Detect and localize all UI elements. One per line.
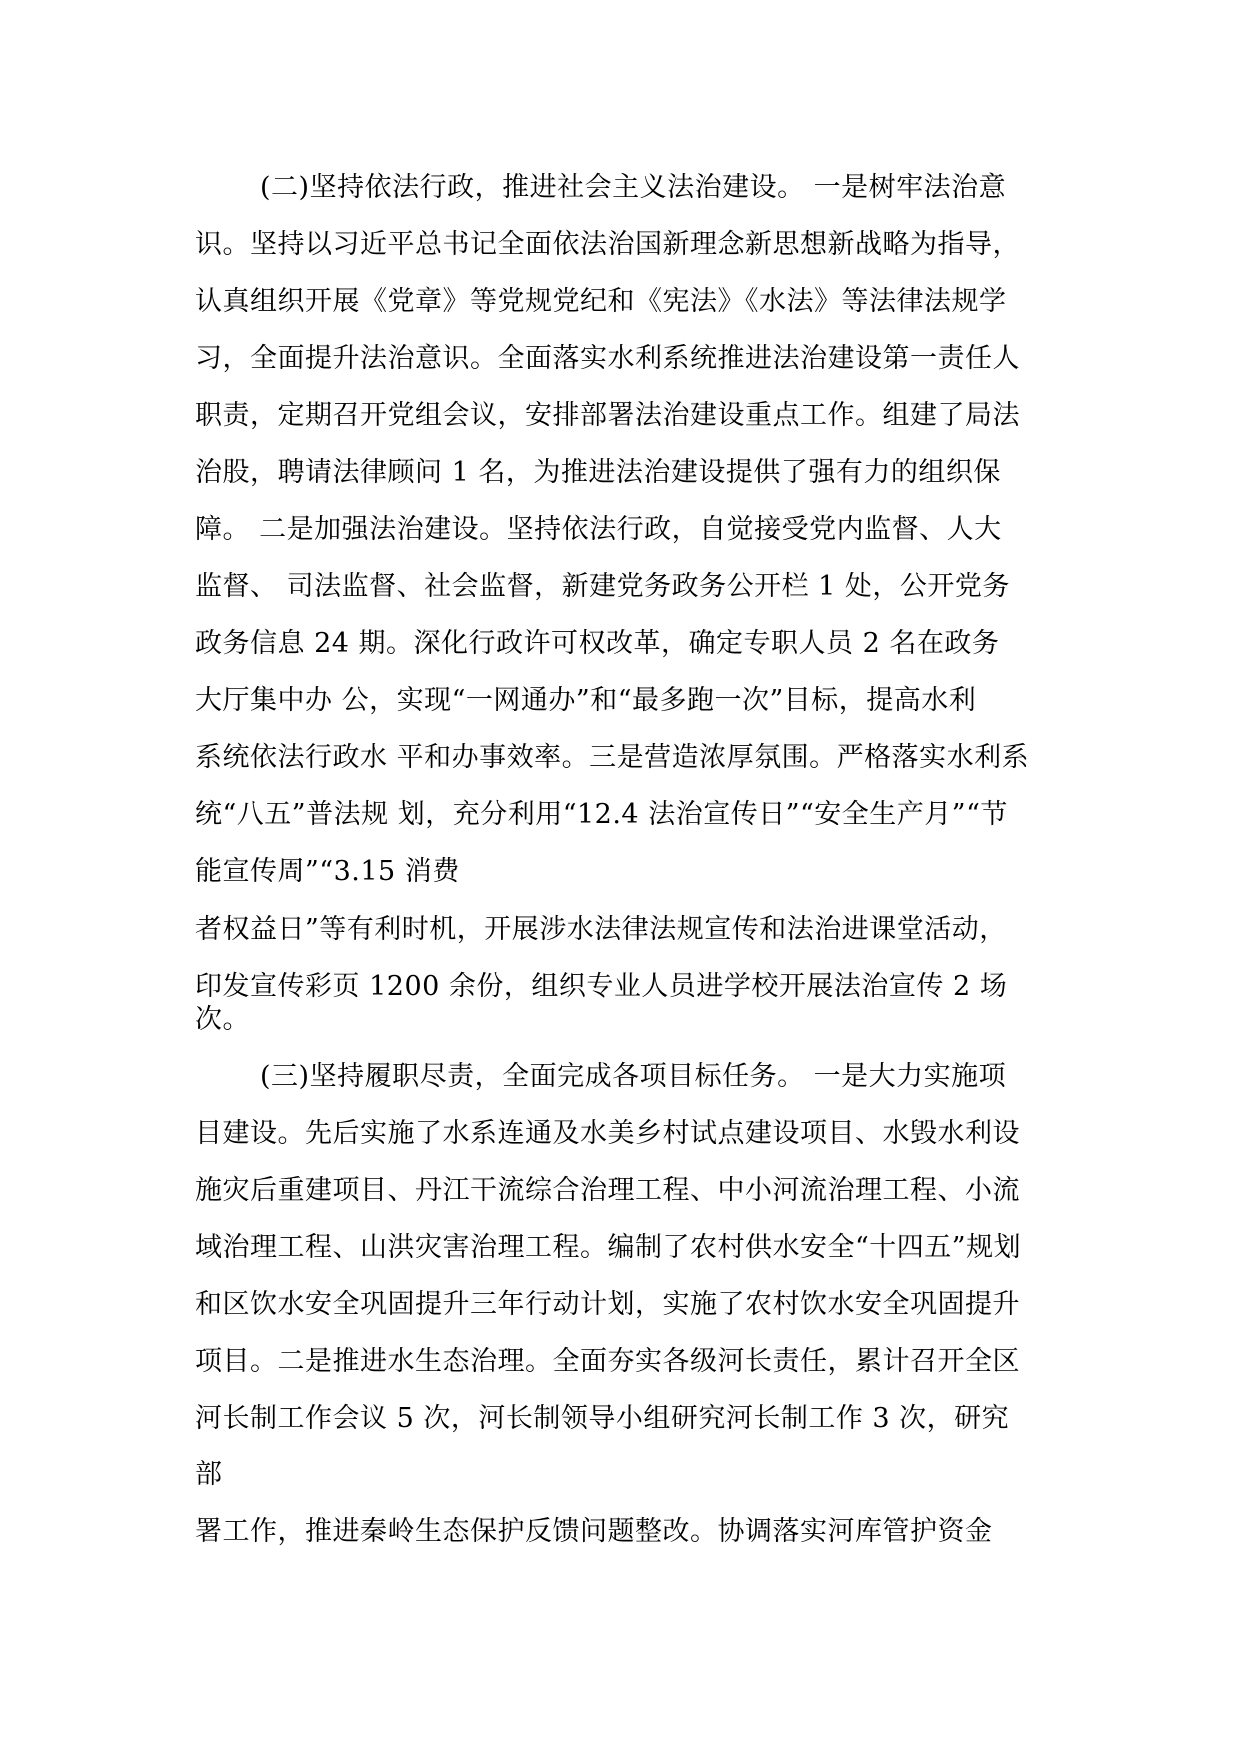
- paragraph-line: 河长制工作会议 5 次，河长制领导小组研究河长制工作 3 次，研究: [195, 1403, 1010, 1434]
- paragraph-line: 识。坚持以习近平总书记全面依法治国新理念新思想新战略为指导，: [195, 229, 1020, 260]
- paragraph-line: 能宣传周”“3.15 消费: [195, 856, 460, 887]
- paragraph-line: 部: [195, 1459, 223, 1490]
- paragraph-line: 印发宣传彩页 1200 余份，组织专业人员进学校开展法治宣传 2 场: [195, 971, 1008, 1002]
- paragraph-line: 和区饮水安全巩固提升三年行动计划，实施了农村饮水安全巩固提升: [195, 1289, 1020, 1320]
- paragraph-line: 政务信息 24 期。深化行政许可权改革，确定专职人员 2 名在政务: [195, 628, 1000, 659]
- paragraph-line: 大厅集中办 公，实现“一网通办”和“最多跑一次”目标，提高水利: [195, 685, 977, 716]
- paragraph-line: 域治理工程、山洪灾害治理工程。编制了农村供水安全“十四五”规划: [195, 1232, 1022, 1263]
- paragraph-line: 目建设。先后实施了水系连通及水美乡村试点建设项目、水毁水利设: [195, 1118, 1020, 1149]
- paragraph-line: 障。 二是加强法治建设。坚持依法行政，自觉接受党内监督、人大: [195, 514, 1002, 545]
- paragraph-line: 署工作，推进秦岭生态保护反馈问题整改。协调落实河库管护资金: [195, 1516, 993, 1547]
- paragraph-line: 认真组织开展《党章》等党规党纪和《宪法》《水法》等法律法规学: [195, 286, 1007, 317]
- paragraph-line: 统“八五”普法规 划，充分利用“12.4 法治宣传日”“安全生产月”“节: [195, 799, 1008, 830]
- paragraph-line: (三)坚持履职尽责，全面完成各项目标任务。 一是大力实施项: [260, 1061, 1007, 1092]
- paragraph-line: 次。: [195, 1004, 250, 1035]
- paragraph-line: 习，全面提升法治意识。全面落实水利系统推进法治建设第一责任人: [195, 343, 1020, 374]
- paragraph-line: (二)坚持依法行政，推进社会主义法治建设。 一是树牢法治意: [260, 172, 1007, 203]
- paragraph-line: 项目。二是推进水生态治理。全面夯实各级河长责任，累计召开全区: [195, 1346, 1020, 1377]
- paragraph-line: 监督、 司法监督、社会监督，新建党务政务公开栏 1 处，公开党务: [195, 571, 1010, 602]
- paragraph-line: 者权益日”等有利时机，开展涉水法律法规宣传和法治进课堂活动，: [195, 914, 1007, 945]
- paragraph-line: 系统依法行政水 平和办事效率。三是营造浓厚氛围。严格落实水利系: [195, 742, 1030, 773]
- paragraph-line: 职责，定期召开党组会议，安排部署法治建设重点工作。组建了局法: [195, 400, 1020, 431]
- paragraph-line: 治股，聘请法律顾问 1 名，为推进法治建设提供了强有力的组织保: [195, 457, 1001, 488]
- paragraph-line: 施灾后重建项目、丹江干流综合治理工程、中小河流治理工程、小流: [195, 1175, 1020, 1206]
